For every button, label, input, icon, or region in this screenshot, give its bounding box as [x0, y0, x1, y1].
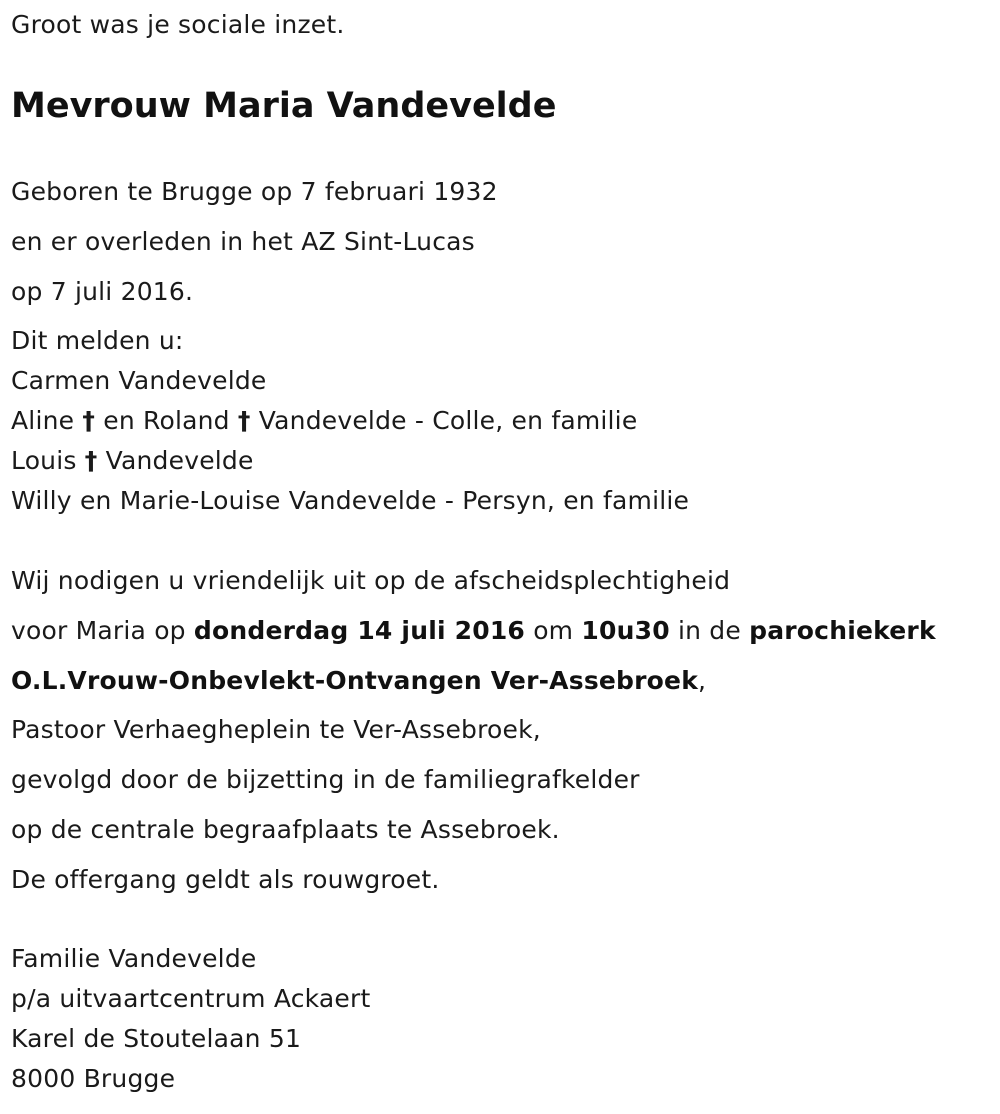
ceremony-date: donderdag 14 juli 2016	[193, 616, 526, 645]
address-line-1: Familie Vandevelde	[11, 944, 257, 973]
ceremony-line-3	[11, 666, 706, 696]
ceremony-text-c: in de	[677, 616, 741, 645]
ceremony-line-7: De offergang geldt als rouwgroet.	[11, 865, 440, 894]
family-roland-name: en Roland	[103, 406, 230, 435]
family-aline-rest: Vandevelde - Colle, en familie	[258, 406, 638, 435]
ceremony-place: parochiekerk	[749, 616, 936, 645]
ceremony-line-5: gevolgd door de bijzetting in de familiegrafkelder	[11, 765, 640, 794]
address-line-2: p/a uitvaartcentrum Ackaert	[11, 984, 371, 1013]
ceremony-church: O.L.Vrouw-Onbevlekt-Ontvangen Ver-Assebroek	[11, 666, 699, 695]
ceremony-line-6: op de centrale begraafplaats te Assebroek.	[11, 815, 560, 844]
family-aline-name: Aline	[11, 406, 75, 435]
family-carmen: Carmen Vandevelde	[11, 366, 267, 395]
birth-line-3: op 7 juli 2016.	[11, 277, 194, 306]
address-line-4: 8000 Brugge	[11, 1064, 176, 1093]
cross-icon: †	[84, 446, 98, 475]
intro-text: Groot was je sociale inzet.	[11, 10, 345, 39]
family-heading: Dit melden u:	[11, 326, 184, 355]
ceremony-comma: ,	[698, 666, 707, 695]
ceremony-text-b: om	[533, 616, 574, 645]
ceremony-line-2	[11, 616, 936, 646]
cross-icon: †	[237, 406, 251, 435]
address-line-3: Karel de Stoutelaan 51	[11, 1024, 302, 1053]
ceremony-line-1: Wij nodigen u vriendelijk uit op de afscheidsplechtigheid	[11, 566, 731, 595]
birth-line-2: en er overleden in het AZ Sint-Lucas	[11, 227, 475, 256]
birth-line-1: Geboren te Brugge op 7 februari 1932	[11, 177, 498, 206]
cross-icon: †	[82, 406, 96, 435]
ceremony-time: 10u30	[581, 616, 670, 645]
family-louis-name: Louis	[11, 446, 77, 475]
ceremony-text-a: voor Maria op	[11, 616, 186, 645]
family-louis	[11, 446, 254, 476]
family-aline-roland	[11, 406, 637, 436]
family-willy: Willy en Marie-Louise Vandevelde - Persyn, en familie	[11, 486, 690, 515]
deceased-name-title: Mevrouw Maria Vandevelde	[11, 86, 557, 126]
family-louis-rest: Vandevelde	[105, 446, 254, 475]
ceremony-line-4: Pastoor Verhaegheplein te Ver-Assebroek,	[11, 715, 541, 744]
